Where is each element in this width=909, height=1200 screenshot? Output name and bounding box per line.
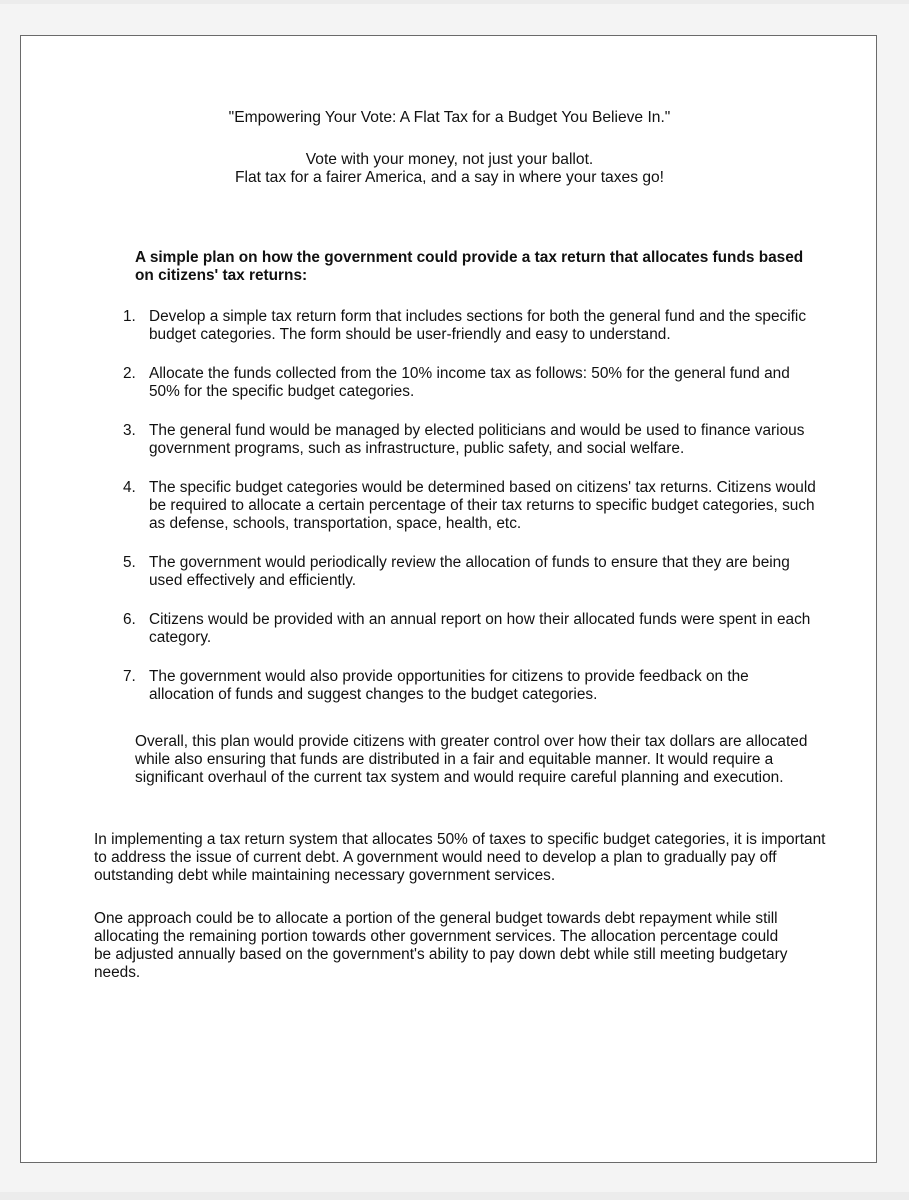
plan-step (117, 554, 817, 590)
document-title: "Empowering Your Vote: A Flat Tax for a Budget You Believe In." (228, 109, 671, 126)
step-number: 3. (123, 422, 136, 439)
step-text: Citizens would be provided with an annual report on how their allocated funds were spent in each category. (149, 611, 811, 646)
plan-step (117, 668, 817, 704)
plan-step (117, 611, 817, 647)
plan-step (117, 422, 817, 458)
plan-step (117, 365, 817, 401)
overall-paragraph: Overall, this plan would provide citizens with greater control over how their tax dollars are allocated while also ensuring that funds are distributed in a fair and equitable manner. It would require a significant overhaul of the current tax system and would require careful planning and execution. (135, 733, 808, 786)
tagline-line-2: Flat tax for a fairer America, and a say in where your taxes go! (234, 169, 665, 186)
step-number: 5. (123, 554, 136, 571)
debt-paragraph-1: In implementing a tax return system that allocates 50% of taxes to specific budget categories, it is important to address the issue of current debt. A government would need to develop a plan to gradually pay off outstanding debt while maintaining necessary government services. (94, 831, 826, 884)
step-text: Allocate the funds collected from the 10% income tax as follows: 50% for the general fund and 50% for the specific budget categories. (149, 365, 790, 400)
step-number: 4. (123, 479, 136, 496)
step-text: The specific budget categories would be determined based on citizens' tax returns. Citizens would be required to allocate a certain percentage of their tax returns to specific budget categories, such as defense, schools, transportation, space, health, etc. (149, 479, 816, 532)
step-number: 7. (123, 668, 136, 685)
step-number: 6. (123, 611, 136, 628)
plan-steps-list (117, 308, 817, 725)
step-text: Develop a simple tax return form that includes sections for both the general fund and the specific budget categories. The form should be user-friendly and easy to understand. (149, 308, 807, 343)
document-page (20, 35, 877, 1163)
step-text: The government would periodically review the allocation of funds to ensure that they are being used effectively and efficiently. (149, 554, 790, 589)
step-text: The government would also provide opportunities for citizens to provide feedback on the allocation of funds and suggest changes to the budget categories. (149, 668, 749, 703)
step-number: 2. (123, 365, 136, 382)
plan-step (117, 479, 817, 533)
background-strip-bottom (0, 1192, 909, 1200)
plan-heading: A simple plan on how the government could provide a tax return that allocates funds based on citizens' tax returns: (135, 249, 804, 284)
plan-step (117, 308, 817, 344)
debt-paragraph-2: One approach could be to allocate a portion of the general budget towards debt repayment while still allocating the remaining portion towards other government services. The allocation percentage could be adjusted annually based on the government's ability to pay down debt while still meeting budgetary needs. (94, 910, 788, 981)
step-number: 1. (123, 308, 136, 325)
tagline-line-1: Vote with your money, not just your ballot. (305, 151, 594, 168)
step-text: The general fund would be managed by elected politicians and would be used to finance various government programs, such as infrastructure, public safety, and social welfare. (149, 422, 805, 457)
background-strip-top (0, 0, 909, 4)
